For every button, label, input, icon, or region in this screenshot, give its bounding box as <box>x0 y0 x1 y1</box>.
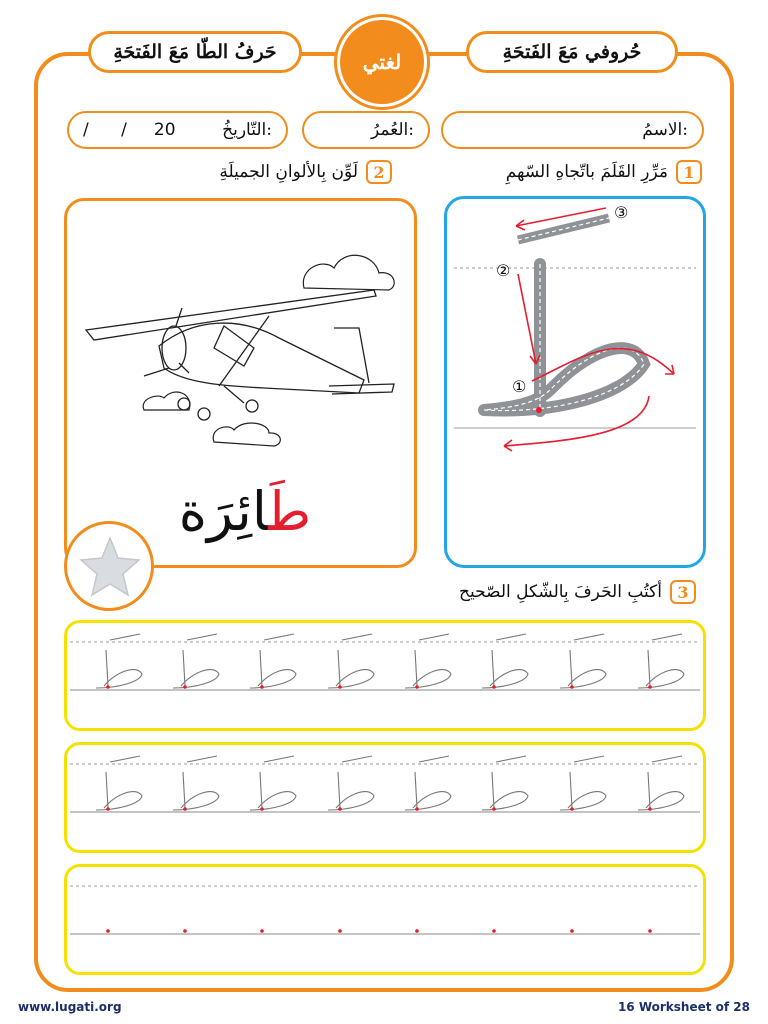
start-dot <box>492 807 496 811</box>
date-label: التّاريخُ: <box>222 120 272 140</box>
age-label: العُمرُ: <box>370 120 414 140</box>
trace-step-2: ② <box>496 261 511 280</box>
instruction-number: 3 <box>670 580 696 604</box>
start-dot <box>570 807 574 811</box>
word-rest: ائِرَة <box>178 480 269 543</box>
trace-step-1: ① <box>512 377 527 396</box>
star-icon <box>67 524 153 610</box>
series-title-text: حُروفي مَعَ الفَتحَةِ <box>502 41 642 63</box>
start-dot <box>260 685 264 689</box>
website-link[interactable] <box>18 1000 122 1014</box>
instruction-number: 1 <box>676 160 702 184</box>
start-dot <box>106 807 110 811</box>
logo-text: لغتي <box>362 50 402 74</box>
name-field[interactable] <box>441 111 704 149</box>
start-dot <box>260 929 264 933</box>
date-value: 20 / / <box>83 120 176 140</box>
start-dot <box>570 929 574 933</box>
start-dot <box>492 929 496 933</box>
instruction-2 <box>192 160 392 184</box>
start-dot <box>648 807 652 811</box>
start-dot <box>648 929 652 933</box>
trace-step-3: ③ <box>614 203 629 222</box>
logo <box>334 14 430 110</box>
start-dot <box>415 685 419 689</box>
instruction-number: 2 <box>366 160 392 184</box>
start-dot <box>183 807 187 811</box>
lesson-title <box>88 31 302 73</box>
instruction-3 <box>400 580 696 604</box>
start-dot <box>338 929 342 933</box>
page-number <box>618 1000 750 1014</box>
start-dot <box>106 685 110 689</box>
highlighted-letter: طَ <box>268 480 312 543</box>
word-airplane <box>170 480 320 543</box>
start-dot <box>338 807 342 811</box>
start-dot <box>183 685 187 689</box>
practice-guides[interactable] <box>64 620 706 975</box>
instruction-text: لَوِّن بِالألوانِ الجميلَةِ <box>219 162 358 182</box>
page-number-text: 16 Worksheet of 28 <box>617 1000 750 1014</box>
start-dot <box>415 807 419 811</box>
series-title <box>466 31 678 73</box>
start-dot <box>492 685 496 689</box>
logo-mark <box>340 20 424 104</box>
lesson-title-text: حَرفُ الطّا مَعَ الفَتحَةِ <box>113 41 277 63</box>
start-dot <box>183 929 187 933</box>
date-field[interactable] <box>67 111 288 149</box>
name-label: الاسمُ: <box>642 120 688 140</box>
start-dot <box>260 807 264 811</box>
start-dot <box>570 685 574 689</box>
start-dot <box>648 685 652 689</box>
start-dot <box>415 929 419 933</box>
start-dot <box>106 929 110 933</box>
star-badge <box>64 521 154 611</box>
website-text: www.lugati.org <box>18 1000 122 1014</box>
instruction-text: مَرِّرِ القَلَمَ باتّجاهِ السّهمِ <box>505 162 668 182</box>
instruction-1 <box>470 160 702 184</box>
letter-trace-guide[interactable] <box>444 196 706 568</box>
age-field[interactable] <box>302 111 430 149</box>
start-dot <box>338 685 342 689</box>
instruction-text: أكتُبِ الحَرفَ بِالشّكلِ الصّحيح <box>459 582 662 602</box>
